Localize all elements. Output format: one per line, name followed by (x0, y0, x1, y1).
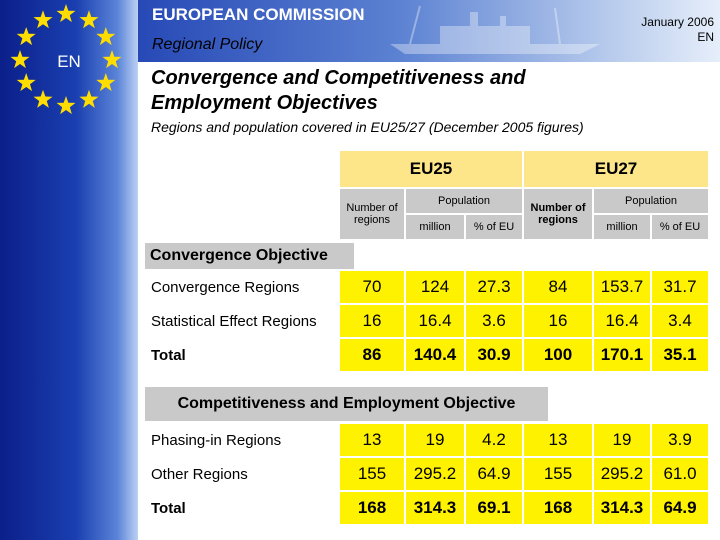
table-cell: 16 (523, 304, 593, 338)
section-title: Competitiveness and Employment Objective (145, 387, 548, 421)
table-cell: 64.9 (651, 491, 709, 525)
table-cell: 124 (405, 270, 465, 304)
table-cell: 3.4 (651, 304, 709, 338)
slide-title (151, 66, 691, 116)
table-cell: 4.2 (465, 423, 523, 457)
row-label: Other Regions (146, 457, 339, 491)
table-cell: 19 (593, 423, 651, 457)
eu27-regions-header: Number of regions (523, 188, 593, 240)
eu25-population-header: Population (405, 188, 523, 214)
department-name: Regional Policy (152, 36, 263, 53)
table-cell: 27.3 (465, 270, 523, 304)
table-cell: 153.7 (593, 270, 651, 304)
table-cell: 16.4 (405, 304, 465, 338)
table-cell: 13 (339, 423, 405, 457)
eu25-regions-header: Number of regions (339, 188, 405, 240)
header-date: January 2006 (641, 15, 714, 29)
slide-subtitle: Regions and population covered in EU25/27 (December 2005 figures) (151, 119, 584, 135)
table-cell: 69.1 (465, 491, 523, 525)
table-cell: 3.6 (465, 304, 523, 338)
table-cell: 84 (523, 270, 593, 304)
language-code: EN (57, 52, 81, 71)
eu27-pct-header: % of EU (651, 214, 709, 240)
eu27-million-header: million (593, 214, 651, 240)
table-cell: 19 (405, 423, 465, 457)
row-label: Statistical Effect Regions (146, 304, 339, 338)
eu27-population-header: Population (593, 188, 709, 214)
row-label: Total (146, 491, 339, 525)
header-banner (138, 0, 720, 62)
table-cell: 155 (339, 457, 405, 491)
row-label: Convergence Regions (146, 270, 339, 304)
title-line-2: Employment Objectives (151, 92, 378, 114)
table-cell: 295.2 (593, 457, 651, 491)
harbour-ship-icon (380, 4, 610, 56)
table-cell: 86 (339, 338, 405, 372)
table-cell: 35.1 (651, 338, 709, 372)
eu27-header: EU27 (523, 150, 709, 188)
table-cell: 155 (523, 457, 593, 491)
table-cell: 16.4 (593, 304, 651, 338)
organization-name: EUROPEAN COMMISSION (152, 5, 365, 24)
table-cell: 140.4 (405, 338, 465, 372)
table-cell: 295.2 (405, 457, 465, 491)
table-cell: 168 (339, 491, 405, 525)
row-label: Phasing-in Regions (146, 423, 339, 457)
table-cell: 100 (523, 338, 593, 372)
table-cell: 13 (523, 423, 593, 457)
title-line-1: Convergence and Competitiveness and (151, 67, 526, 89)
table-cell: 3.9 (651, 423, 709, 457)
table-cell: 314.3 (593, 491, 651, 525)
row-label: Total (146, 338, 339, 372)
table-cell: 31.7 (651, 270, 709, 304)
table-cell: 314.3 (405, 491, 465, 525)
eu25-header: EU25 (339, 150, 523, 188)
table-cell: 70 (339, 270, 405, 304)
table-cell: 170.1 (593, 338, 651, 372)
table-cell: 168 (523, 491, 593, 525)
header-language: EN (697, 30, 714, 44)
table-cell: 16 (339, 304, 405, 338)
eu25-million-header: million (405, 214, 465, 240)
table-cell: 61.0 (651, 457, 709, 491)
eu25-pct-header: % of EU (465, 214, 523, 240)
section-title: Convergence Objective (145, 243, 354, 269)
table-cell: 64.9 (465, 457, 523, 491)
table-cell: 30.9 (465, 338, 523, 372)
